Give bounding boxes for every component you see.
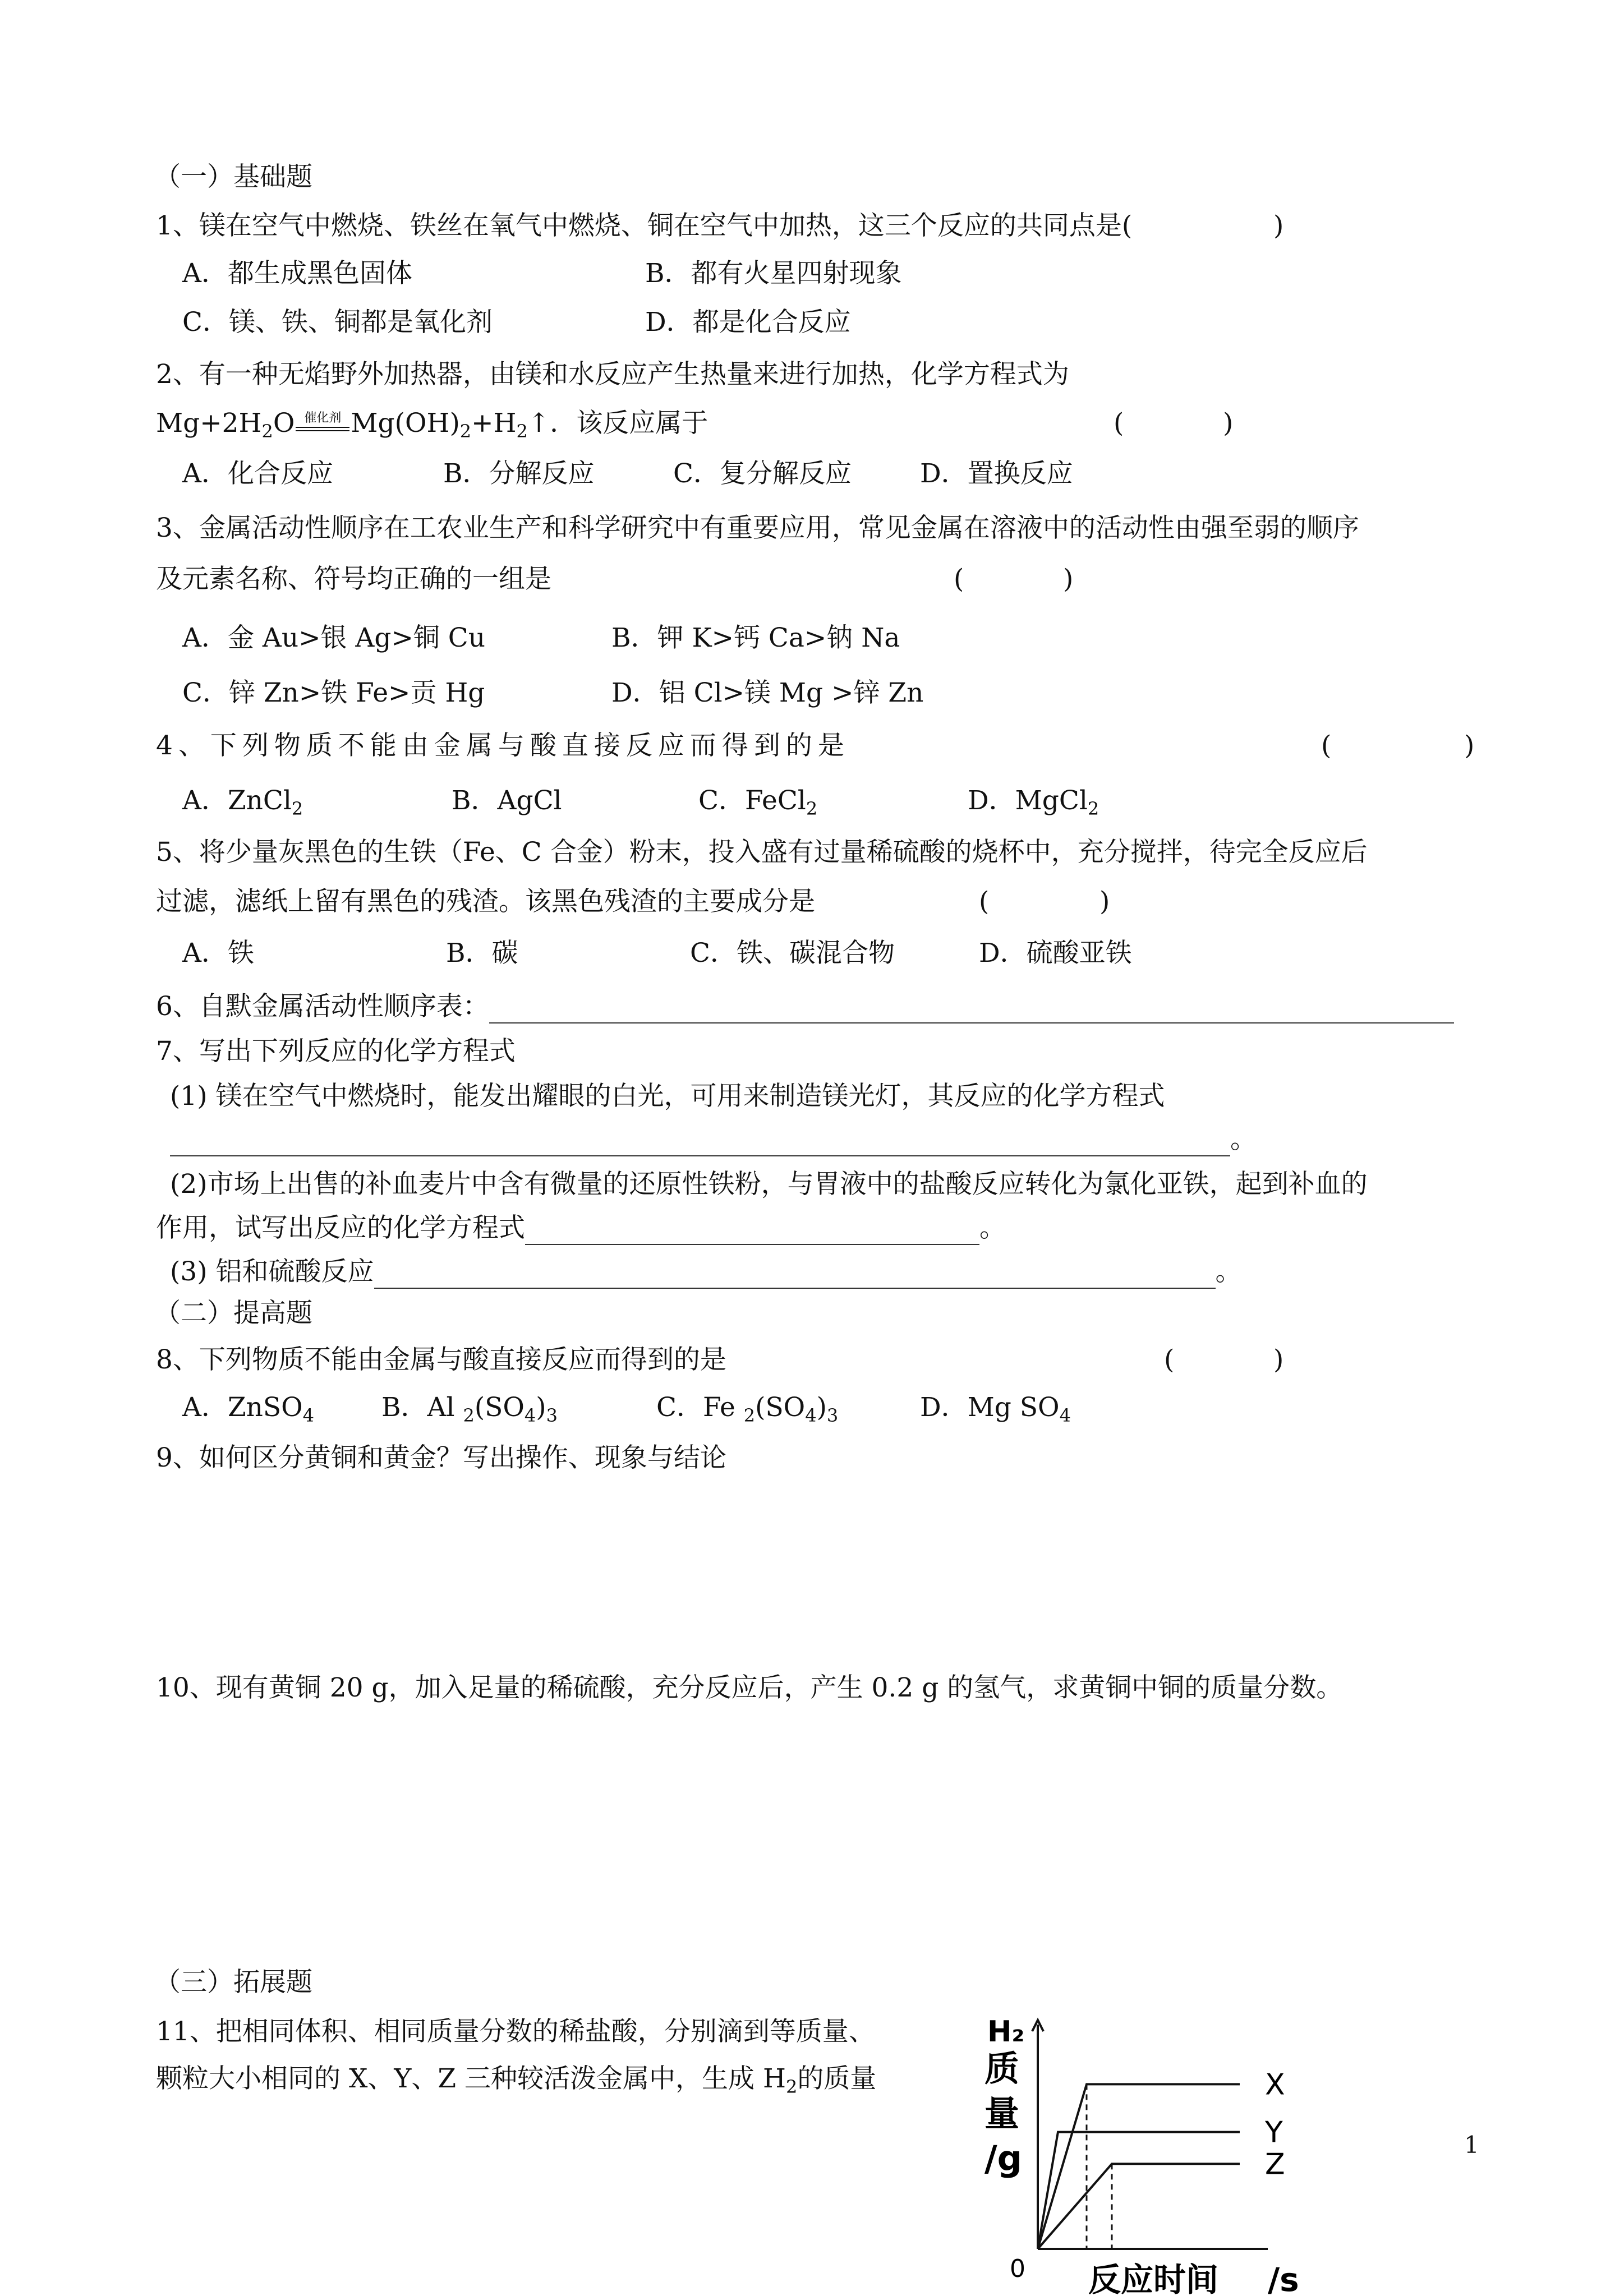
question-7-part-3: (3) 铝和硫酸反应 。 [170,1255,1242,1289]
question-2-paren-open: ( [1114,408,1124,439]
question-5-option-b: B．碳 [446,938,518,969]
origin-label: 0 [1010,2254,1025,2283]
question-1-option-a: A．都生成黑色固体 [182,258,412,289]
question-2-option-d: D．置换反应 [920,458,1073,489]
question-8-option-c: C．Fe $_2(SO_4)_3$ [656,1392,839,1426]
series-label-y: Y [1265,2115,1283,2150]
question-3-paren-open: ( [954,564,964,594]
question-5-option-c: C．铁、碳混合物 [690,938,895,969]
answer-blank[interactable] [374,1262,1216,1289]
question-1-stem: 1、镁在空气中燃烧、铁丝在氧气中燃烧、铜在空气中加热，这三个反应的共同点是( [156,210,1133,241]
question-4-paren-close: ) [1464,730,1475,761]
question-3-option-b: B．钾 K>钙 Ca>钠 Na [611,623,900,653]
question-5-paren-open: ( [979,886,990,917]
question-3-line-1: 3、金属活动性顺序在工农业生产和科学研究中有重要应用，常见金属在溶液中的活动性由强至弱的顺序 [156,513,1359,543]
question-1-option-c: C．镁、铁、铜都是氧化剂 [182,307,493,338]
question-2-option-a: A．化合反应 [182,458,333,489]
question-8-option-b: B．Al $_2(SO_4)_3$ [381,1392,558,1426]
question-3-option-c: C．锌 Zn>铁 Fe>贡 Hg [182,677,485,708]
x-axis-label: 反应时间 [1088,2261,1219,2296]
question-5-line-1: 5、将少量灰黑色的生铁（Fe、C 合金）粉末，投入盛有过量稀硫酸的烧杯中，充分搅拌，待完全反应后 [156,837,1368,868]
question-6-stem: 6、自默金属活动性顺序表： [156,990,1454,1023]
question-4-option-b: B．AgCl [452,785,562,816]
question-7-part-1: (1) 镁在空气中燃烧时，能发出耀眼的白光，可用来制造镁光灯，其反应的化学方程式 [170,1081,1165,1112]
question-3-line-2: 及元素名称、符号均正确的一组是 [156,564,551,594]
question-1-option-b: B．都有火星四射现象 [645,258,902,289]
section-basic-title: （一）基础题 [154,162,312,192]
question-4-paren-open: ( [1321,730,1332,761]
question-5-option-a: A．铁 [182,938,254,969]
question-11-line-2: 颗粒大小相同的 X、Y、Z 三种较活泼金属中，生成 $H_2$的质量 [156,2063,877,2097]
section-advanced-title: （二）提高题 [154,1298,312,1329]
question-5-line-2: 过滤，滤纸上留有黑色的残渣。该黑色残渣的主要成分是 [156,886,815,917]
page-number: 1 [1464,2131,1479,2159]
question-9-stem: 9、如何区分黄铜和黄金？写出操作、现象与结论 [156,1442,726,1473]
question-3-paren-close: ) [1063,564,1074,594]
question-2-paren-close: ) [1223,408,1234,439]
series-line-x [1038,2084,1240,2249]
question-11-line-1: 11、把相同体积、相同质量分数的稀盐酸，分别滴到等质量、 [156,2016,875,2047]
answer-blank[interactable] [489,997,1454,1023]
hydrogen-mass-chart [954,2002,1335,2296]
question-4-option-a: A．ZnCl$_2$ [182,785,303,819]
question-4-option-c: C．FeCl$_2$ [698,785,818,819]
series-label-z: Z [1265,2147,1285,2182]
question-8-option-a: A．ZnSO$_4$ [182,1392,314,1426]
question-3-option-d: D．铝 Cl>镁 Mg >锌 Zn [611,677,924,708]
question-8-option-d: D．Mg $SO_4$ [920,1392,1071,1426]
question-7-stem: 7、写出下列反应的化学方程式 [156,1036,516,1067]
question-7-part-1-answer: 。 [170,1123,1257,1156]
y-axis-label-1: 质 [984,2048,1020,2089]
question-2-equation: $Mg+2H_2O$ 催化剂 $Mg(OH)_2+H_2↑$．该反应属于 [156,408,709,442]
catalyst-arrow: 催化剂 [295,412,351,425]
question-2-option-b: B．分解反应 [443,458,595,489]
question-1-option-d: D．都是化合反应 [645,307,851,338]
question-4-option-d: D．MgCl$_2$ [968,785,1099,819]
y-axis-label-3: /g [984,2138,1023,2179]
question-4-stem: 4、下列物质不能由金属与酸直接反应而得到的是 [156,730,850,761]
answer-blank[interactable] [525,1218,979,1245]
question-5-paren-close: ) [1099,886,1110,917]
question-2-option-c: C．复分解反应 [673,458,852,489]
question-7-part-2-line-1: (2)市场上出售的补血麦片中含有微量的还原性铁粉，与胃液中的盐酸反应转化为氯化亚铁，起到补血的 [170,1169,1368,1200]
question-1-answer-paren: ) [1273,210,1284,241]
question-8-paren-close: ) [1273,1344,1284,1375]
series-line-z [1038,2164,1240,2249]
question-8-paren-open: ( [1164,1344,1175,1375]
answer-blank[interactable] [170,1129,1230,1156]
question-5-option-d: D．硫酸亚铁 [979,938,1132,969]
y-axis-label-2: 量 [984,2093,1020,2134]
series-label-x: X [1265,2068,1285,2102]
y-axis-label-h2: H₂ [987,2015,1025,2049]
x-axis-unit: /s [1268,2261,1299,2296]
question-7-part-2-line-2: 作用，试写出反应的化学方程式 。 [156,1211,1006,1245]
question-8-stem: 8、下列物质不能由金属与酸直接反应而得到的是 [156,1344,726,1375]
section-extension-title: （三）拓展题 [154,1967,312,1998]
question-10-stem: 10、现有黄铜 20 g，加入足量的稀硫酸，充分反应后，产生 0.2 g 的氢气，求黄铜中铜的质量分数。 [156,1672,1343,1703]
question-3-option-a: A．金 Au>银 Ag>铜 Cu [182,623,485,653]
question-2-stem: 2、有一种无焰野外加热器，由镁和水反应产生热量来进行加热，化学方程式为 [156,359,1069,390]
